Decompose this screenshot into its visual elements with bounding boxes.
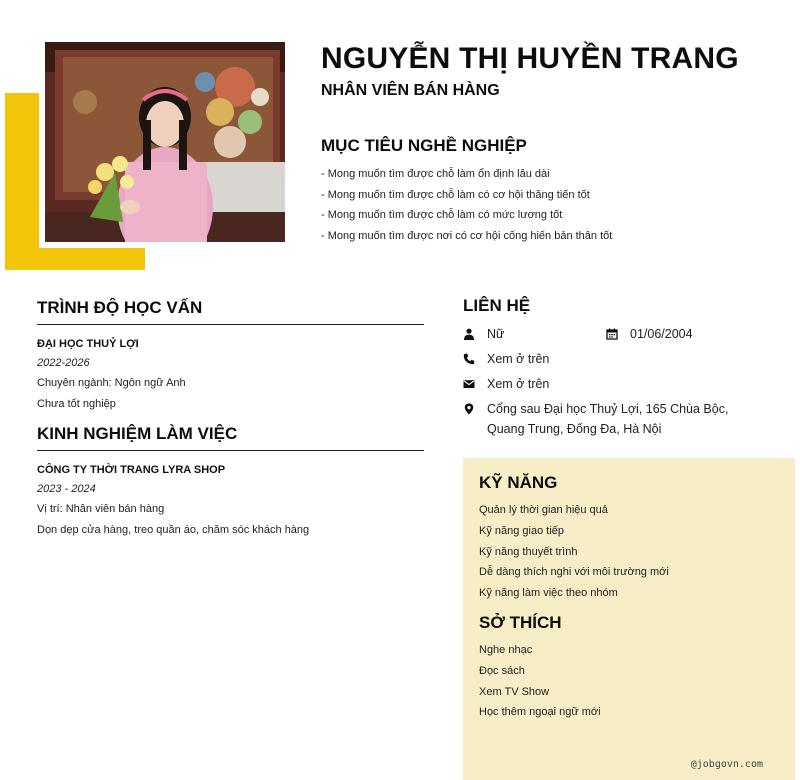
hobby-item: Học thêm ngoại ngữ mới — [479, 706, 601, 719]
skill-item: Dễ dàng thích nghi với môi trường mới — [479, 566, 669, 579]
left-column — [37, 298, 424, 540]
skill-item: Kỹ năng thuyết trình — [479, 545, 578, 558]
skills-heading: KỸ NĂNG — [479, 473, 558, 492]
experience-position: Vị trí: Nhân viên bán hàng — [37, 503, 165, 515]
contact-phone-row — [463, 349, 783, 369]
experience-heading: KINH NGHIỆM LÀM VIỆC — [37, 424, 424, 451]
hobbies-heading: SỞ THÍCH — [479, 612, 562, 632]
skill-item: Quản lý thời gian hiệu quả — [479, 504, 608, 516]
location-pin-icon — [463, 399, 487, 419]
person-icon — [463, 324, 487, 344]
contact-section — [463, 296, 783, 444]
objective-line: - Mong muốn tìm được chỗ làm có cơ hội thăng tiến tốt — [321, 188, 590, 201]
education-school: ĐẠI HỌC THUỶ LỢI — [37, 338, 139, 350]
education-heading: TRÌNH ĐỘ HỌC VẤN — [37, 298, 424, 325]
objective-line: - Mong muốn tìm được chỗ làm ổn định lâu dài — [321, 168, 550, 180]
hobby-item: Xem TV Show — [479, 685, 550, 698]
contact-email: Xem ở trên — [487, 377, 550, 391]
watermark: @jobgovn.com — [690, 759, 763, 770]
hobby-item: Đọc sách — [479, 664, 525, 677]
panel-gap — [479, 604, 779, 613]
experience-period: 2023 - 2024 — [37, 483, 96, 495]
job-title: NHÂN VIÊN BÁN HÀNG — [321, 82, 500, 99]
contact-email-row — [463, 374, 783, 394]
profile-photo — [45, 42, 285, 242]
education-major: Chuyên ngành: Ngôn ngữ Anh — [37, 377, 186, 389]
contact-birthday-group — [606, 324, 693, 344]
section-gap — [37, 414, 424, 424]
experience-company: CÔNG TY THỜI TRANG LYRA SHOP — [37, 464, 226, 476]
contact-gender: Nữ — [487, 327, 505, 341]
objective-line: - Mong muốn tìm được nơi có cơ hội cống hiến bản thân tốt — [321, 230, 613, 243]
mail-icon — [463, 374, 487, 394]
experience-duties: Dọn dẹp cửa hàng, treo quần áo, chăm sóc khách hàng — [37, 523, 310, 536]
phone-icon — [463, 349, 487, 369]
contact-address: Cổng sau Đại học Thuỷ Lợi, 165 Chùa Bộc, Quang Trung, Đống Đa, Hà Nội — [487, 402, 729, 436]
hobby-item: Nghe nhạc — [479, 643, 533, 656]
objective-heading: MỤC TIÊU NGHỀ NGHIỆP — [321, 136, 527, 155]
education-status: Chưa tốt nghiệp — [37, 397, 116, 410]
career-objective-section — [321, 136, 781, 247]
objective-line: - Mong muốn tìm được chỗ làm có mức lương tốt — [321, 209, 563, 222]
contact-phone: Xem ở trên — [487, 352, 550, 366]
skill-item: Kỹ năng làm việc theo nhóm — [479, 587, 618, 600]
contact-heading: LIÊN HỆ — [463, 296, 531, 315]
profile-photo-illustration — [45, 42, 285, 242]
calendar-icon — [606, 324, 630, 344]
education-period: 2022-2026 — [37, 357, 90, 369]
skills-hobbies-panel — [463, 458, 795, 780]
candidate-name: NGUYỄN THỊ HUYỀN TRANG — [321, 42, 739, 75]
contact-birthday: 01/06/2004 — [630, 327, 693, 341]
contact-gender-row — [463, 324, 783, 344]
skill-item: Kỹ năng giao tiếp — [479, 524, 565, 537]
contact-address-row — [463, 399, 783, 439]
